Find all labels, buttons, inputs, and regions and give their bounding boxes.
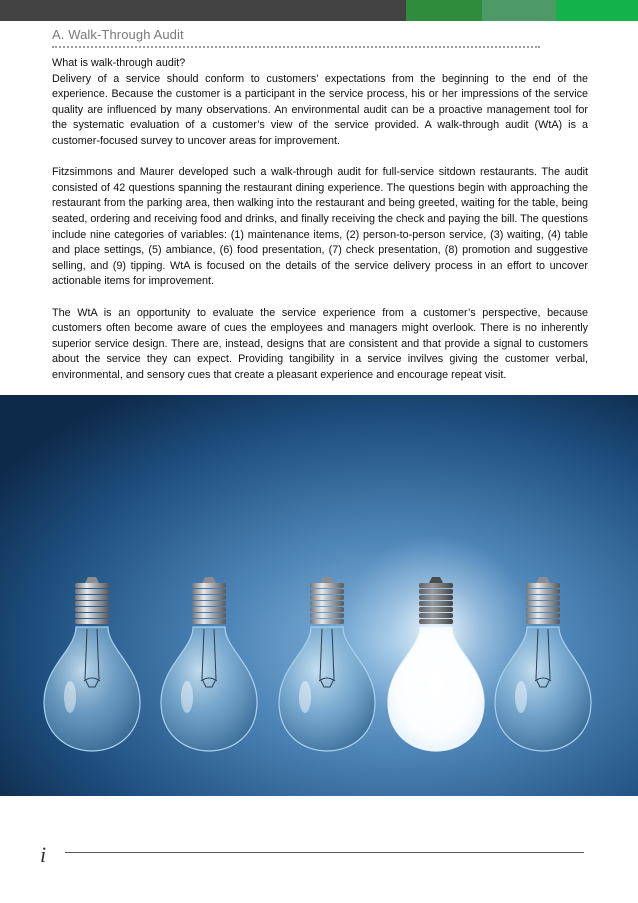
question-heading: What is walk-through audit? (52, 57, 186, 69)
article-body (52, 56, 588, 399)
bar-segment-mid-green (482, 0, 556, 21)
bar-segment-green (406, 0, 482, 21)
paragraph-audit-details: Fitzsimmons and Maurer developed such a walk-through audit for full-service sitdown restaurants. The audit consisted of 42 questions spanning the restaurant dining experience. The questions begin with approaching the restaurant from the parking area, then walking into the restaurant and being greeted, waiting for the table, being seated, ordering and receiving food and drinks, and finally receiving the check and paying the bill. The questions include nine categories of variables: (1) maintenance items, (2) person-to-person service, (3) waiting, (4) table and place settings, (5) ambiance, (6) food presentation, (7) check presentation, (8) promotion and suggestive selling, and (9) tipping. WtA is focused on the details of the service delivery process in an effort to uncover actionable items for improvement. (52, 166, 588, 288)
light-bulbs-image (0, 395, 638, 796)
dotted-divider (52, 46, 540, 48)
bar-segment-bright-green (556, 0, 638, 21)
header-color-bar (0, 0, 638, 21)
paragraph-intro: Delivery of a service should conform to customers’ expectations from the beginning to the end of the experience. Because the customer is a participant in the service process, his or her impressions of the service quality are influenced by many observations. An environmental audit can be a proactive management tool for the systematic evaluation of a customer’s view of the service provided. A walk-through audit (WtA) is a customer-focused survey to uncover areas for improvement. (52, 72, 588, 147)
paragraph-wta-opportunity: The WtA is an opportunity to evaluate the service experience from a customer’s perspective, because customers often become aware of cues the employees and managers might overlook. There is no inherently superior service design. There are, instead, designs that are consistent and that provide a signal to customers about the service they can expect. Providing tangibility in a service invilves giving the customer verbal, environmental, and sensory cues that create a pleasant experience and encourage repeat visit. (52, 306, 588, 381)
bar-segment-dark (0, 0, 406, 21)
page-marker: i (40, 842, 47, 867)
footer-rule (65, 852, 584, 853)
section-title: A. Walk-Through Audit (52, 27, 184, 42)
